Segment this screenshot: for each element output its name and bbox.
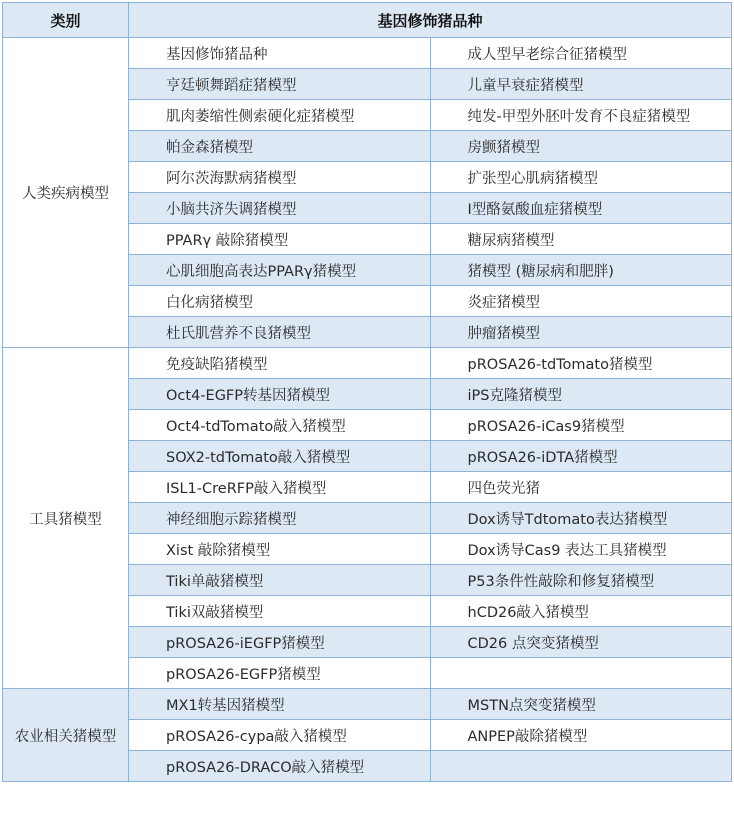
model-name: 肌肉萎缩性侧索硬化症猪模型 [166, 108, 355, 125]
model-name: 杜氏肌营养不良猪模型 [166, 325, 311, 342]
model-name: 四色荧光猪 [467, 480, 540, 497]
category-cell: 工具猪模型 [3, 348, 129, 689]
model-cell-left [129, 751, 431, 782]
model-name: 亨廷顿舞蹈症猪模型 [166, 77, 297, 94]
model-cell-right [430, 348, 732, 379]
model-cell-right [430, 720, 732, 751]
model-name: pROSA26-EGFP猪模型 [166, 666, 321, 683]
model-name: 纯发-甲型外胚叶发育不良症猪模型 [467, 108, 691, 125]
model-cell-left [129, 720, 431, 751]
category-cell: 农业相关猪模型 [3, 689, 129, 782]
header-category: 类别 [3, 3, 129, 38]
model-name: 小脑共济失调猪模型 [166, 201, 297, 218]
model-name: Oct4-EGFP转基因猪模型 [166, 387, 331, 404]
model-name: 基因修饰猪品种 [166, 46, 268, 63]
model-name: MSTN点突变猪模型 [467, 697, 596, 714]
model-name: iPS克隆猪模型 [467, 387, 562, 404]
model-cell-left [129, 193, 431, 224]
model-name: pROSA26-tdTomato猪模型 [467, 356, 653, 373]
table-row [3, 38, 732, 69]
model-cell-left [129, 627, 431, 658]
model-name: 扩张型心肌病猪模型 [467, 170, 598, 187]
model-cell-right [430, 131, 732, 162]
category-cell: 人类疾病模型 [3, 38, 129, 348]
model-cell-left [129, 255, 431, 286]
model-name: 房颤猪模型 [467, 139, 540, 156]
model-cell-right [430, 441, 732, 472]
model-name: Xist 敲除猪模型 [166, 542, 271, 559]
model-cell-right [430, 69, 732, 100]
model-name: Tiki双敲猪模型 [166, 604, 264, 621]
model-cell-right [430, 224, 732, 255]
model-cell-right [430, 689, 732, 720]
model-cell-left [129, 348, 431, 379]
model-cell-left [129, 658, 431, 689]
model-cell-left [129, 69, 431, 100]
model-name: Tiki单敲猪模型 [166, 573, 264, 590]
model-name: Oct4-tdTomato敲入猪模型 [166, 418, 346, 435]
model-name: SOX2-tdTomato敲入猪模型 [166, 449, 351, 466]
model-cell-left [129, 534, 431, 565]
model-cell-left [129, 565, 431, 596]
model-name: 儿童早衰症猪模型 [467, 77, 584, 94]
model-name: PPARγ 敲除猪模型 [166, 232, 289, 249]
model-name: I型酪氨酸血症猪模型 [467, 201, 603, 218]
model-cell-right [430, 596, 732, 627]
model-name: ISL1-CreRFP敲入猪模型 [166, 480, 327, 497]
model-cell-left [129, 224, 431, 255]
model-name: 阿尔茨海默病猪模型 [166, 170, 297, 187]
model-name: pROSA26-iCas9猪模型 [467, 418, 625, 435]
model-cell-right [430, 255, 732, 286]
model-cell-left [129, 100, 431, 131]
model-cell-right [430, 100, 732, 131]
model-name: pROSA26-iEGFP猪模型 [166, 635, 325, 652]
model-cell-right [430, 472, 732, 503]
header-row [3, 3, 732, 38]
model-cell-left [129, 162, 431, 193]
model-name: 心肌细胞高表达PPARγ猪模型 [166, 263, 357, 280]
model-name: pROSA26-DRACO敲入猪模型 [166, 759, 365, 776]
model-cell-left [129, 472, 431, 503]
model-name: 神经细胞示踪猪模型 [166, 511, 297, 528]
model-cell-right [430, 565, 732, 596]
model-name: P53条件性敲除和修复猪模型 [467, 573, 655, 590]
model-cell-left [129, 131, 431, 162]
model-cell-right [430, 162, 732, 193]
model-cell-right [430, 379, 732, 410]
model-cell-left [129, 410, 431, 441]
model-cell-left [129, 317, 431, 348]
model-name: 白化病猪模型 [166, 294, 253, 311]
model-name: CD26 点突变猪模型 [467, 635, 599, 652]
model-cell-left [129, 379, 431, 410]
model-name: Dox诱导Tdtomato表达猪模型 [467, 511, 668, 528]
model-cell-right [430, 658, 732, 689]
model-name: 免疫缺陷猪模型 [166, 356, 268, 373]
model-name: 糖尿病猪模型 [467, 232, 555, 249]
model-cell-right [430, 38, 732, 69]
model-cell-left [129, 441, 431, 472]
model-cell-right [430, 193, 732, 224]
table-row [3, 689, 732, 720]
model-name: 帕金森猪模型 [166, 139, 253, 156]
model-name: ANPEP敲除猪模型 [467, 728, 588, 745]
model-cell-right [430, 410, 732, 441]
model-name: MX1转基因猪模型 [166, 697, 285, 714]
model-cell-left [129, 503, 431, 534]
model-cell-right [430, 503, 732, 534]
header-items: 基因修饰猪品种 [129, 3, 732, 38]
model-cell-right [430, 627, 732, 658]
model-cell-right [430, 286, 732, 317]
model-cell-right [430, 751, 732, 782]
model-cell-right [430, 317, 732, 348]
model-cell-left [129, 286, 431, 317]
model-name: 猪模型 (糖尿病和肥胖) [467, 263, 614, 280]
model-cell-left [129, 38, 431, 69]
model-name: 肿瘤猪模型 [467, 325, 540, 342]
model-name: hCD26敲入猪模型 [467, 604, 589, 621]
model-name: 成人型早老综合征猪模型 [467, 46, 627, 63]
model-name: pROSA26-cypa敲入猪模型 [166, 728, 347, 745]
model-cell-left [129, 596, 431, 627]
model-name: Dox诱导Cas9 表达工具猪模型 [467, 542, 667, 559]
model-name: 炎症猪模型 [467, 294, 540, 311]
table-row [3, 348, 732, 379]
model-cell-left [129, 689, 431, 720]
table-body [3, 38, 732, 782]
model-cell-right [430, 534, 732, 565]
model-name: pROSA26-iDTA猪模型 [467, 449, 618, 466]
pig-model-table [2, 2, 732, 782]
